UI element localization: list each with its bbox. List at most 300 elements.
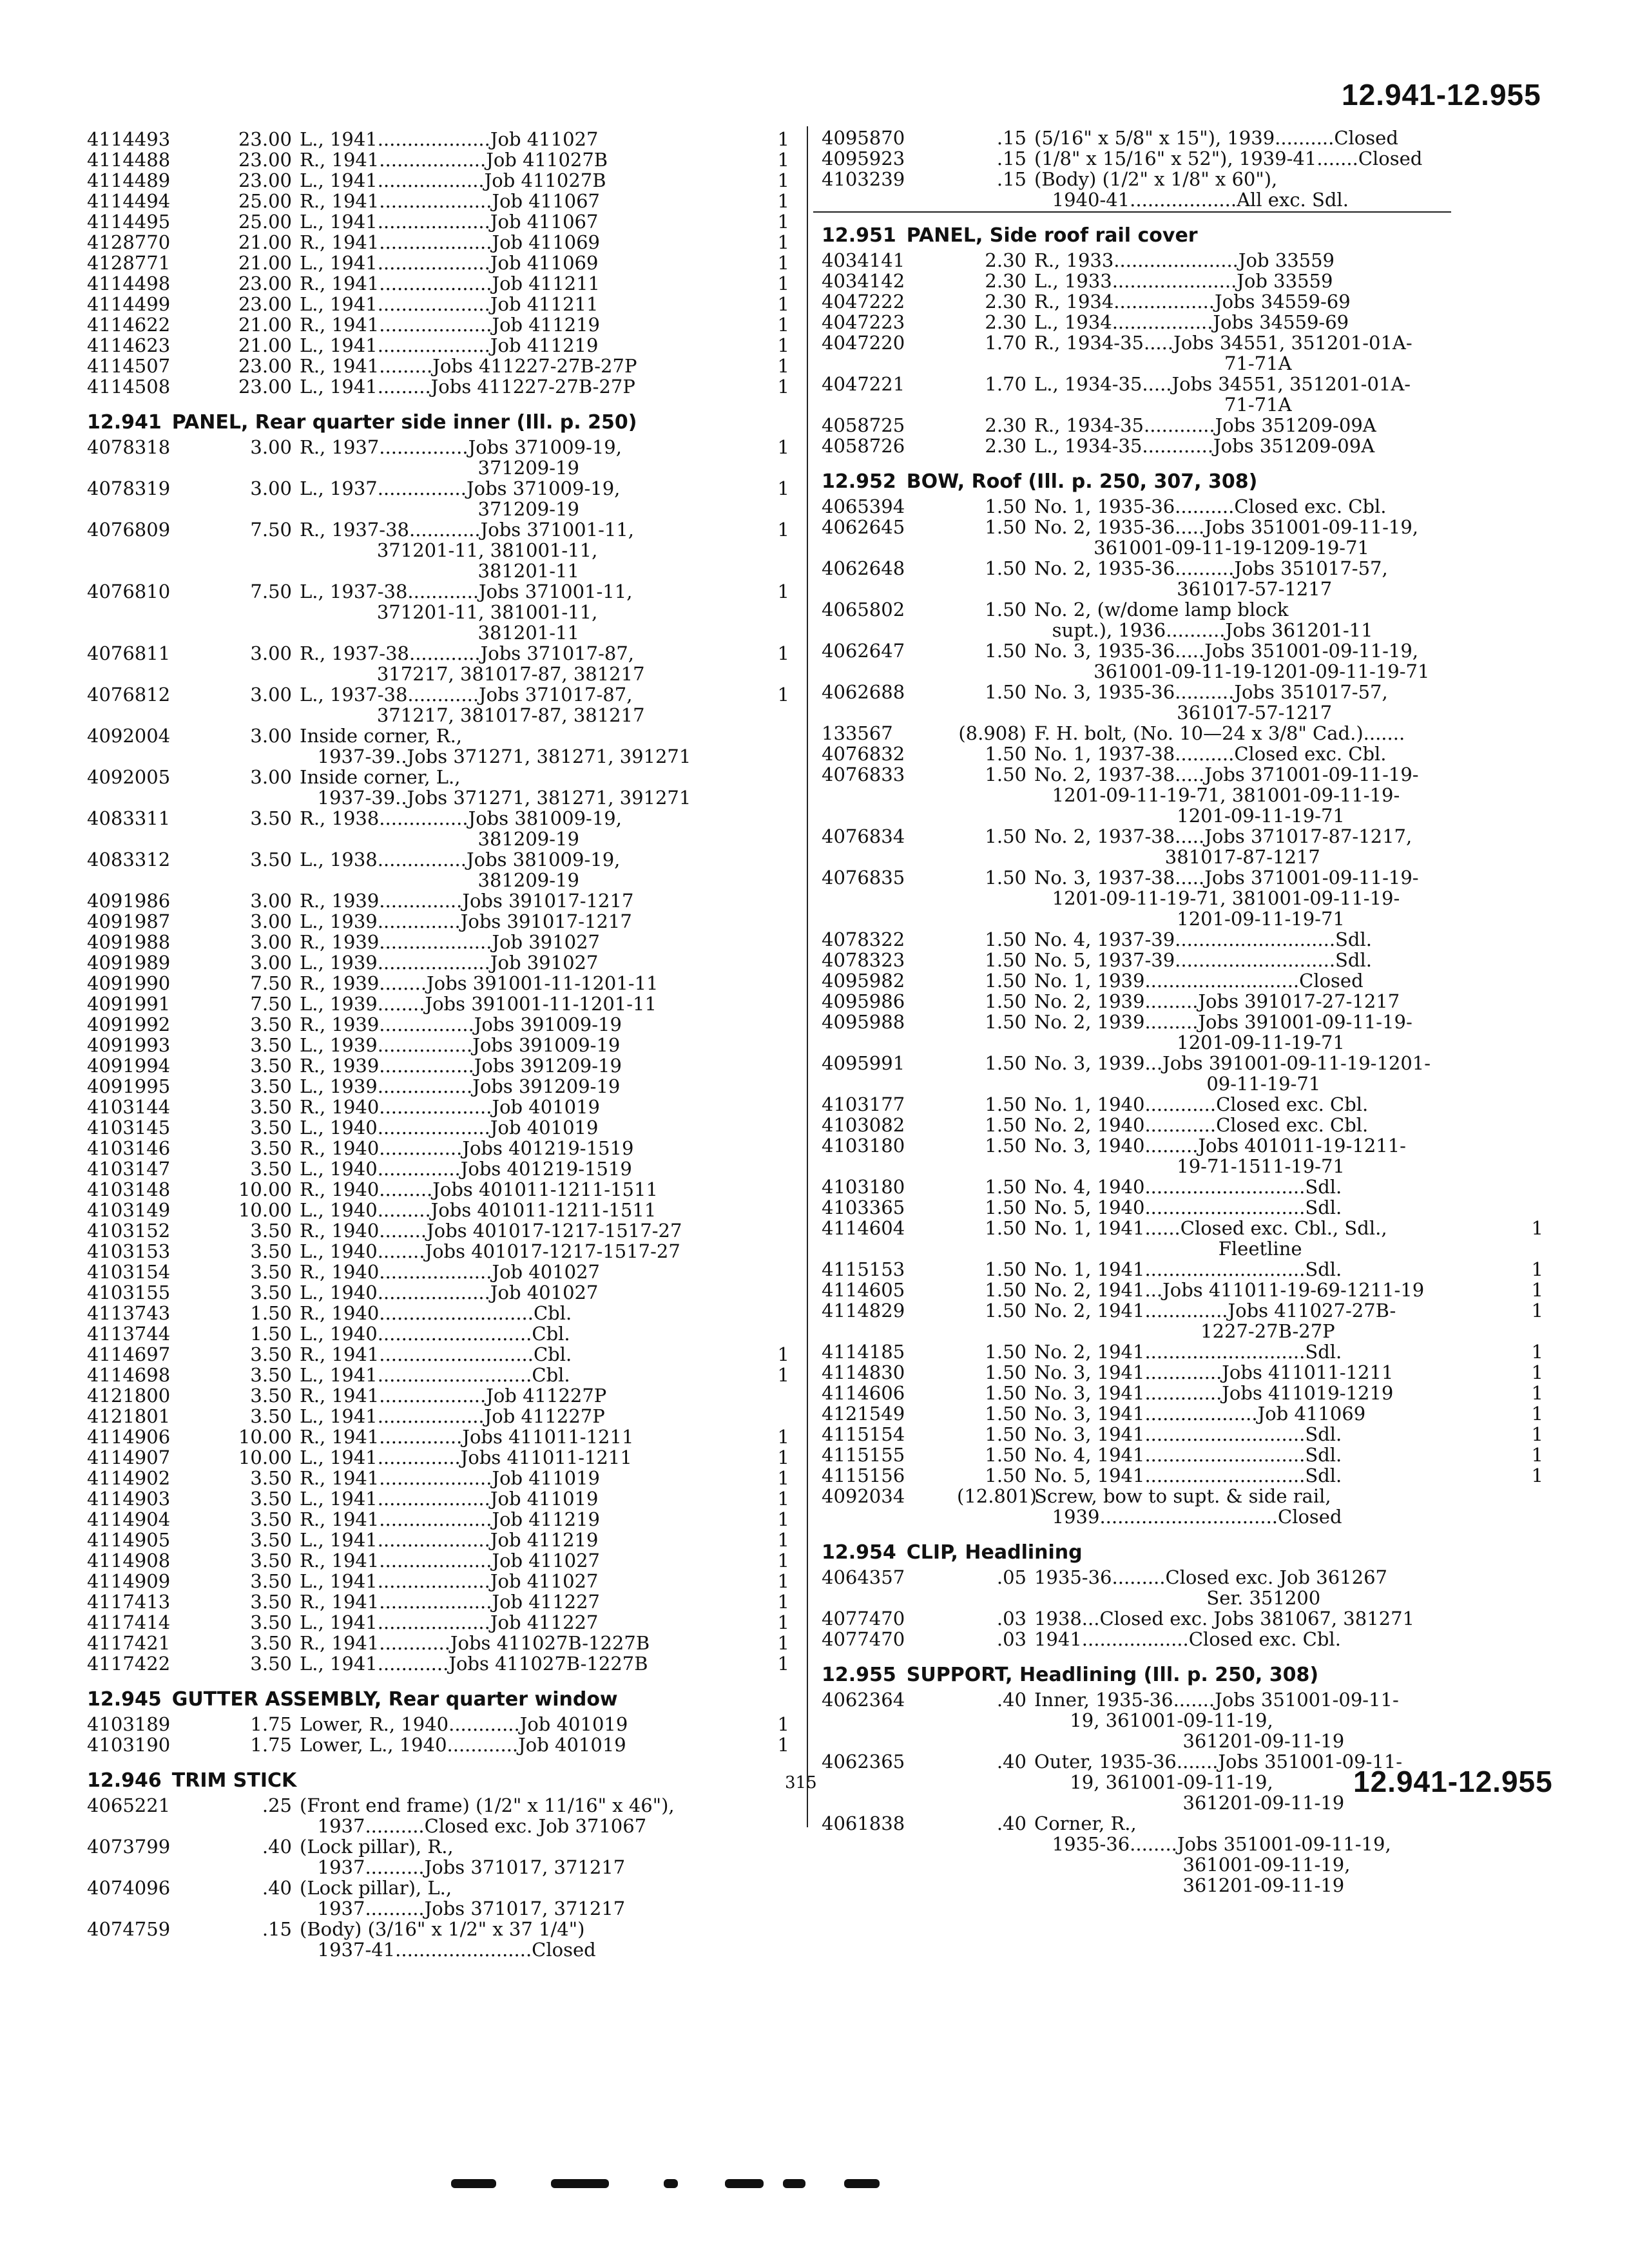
quantity	[1505, 744, 1543, 764]
description: No. 2, 1940............Closed exc. Cbl.	[1034, 1114, 1369, 1136]
description: 1941..................Closed exc. Cbl.	[1034, 1628, 1341, 1650]
section-heading	[822, 1541, 1543, 1564]
description: No. 1, 1941...........................Sdl.	[1034, 1258, 1342, 1280]
part-entry	[822, 1115, 1543, 1135]
part-number: 4114185	[822, 1341, 905, 1363]
description: L., 1941...................Job 411219	[300, 334, 599, 356]
part-entry	[87, 129, 789, 149]
quantity	[751, 1220, 789, 1241]
part-entry	[822, 312, 1543, 332]
part-entry	[87, 1714, 789, 1735]
description: L., 1933.....................Job 33559	[1034, 270, 1333, 292]
part-number: 4103180	[822, 1176, 905, 1198]
quantity	[1505, 640, 1543, 682]
part-entry	[822, 1197, 1543, 1218]
price: 3.00	[250, 477, 292, 499]
part-entry	[87, 932, 789, 952]
price: 3.50	[250, 1611, 292, 1633]
part-number: 4128770	[87, 231, 171, 253]
section-number: 12.941	[87, 411, 162, 434]
part-entry	[822, 1813, 1543, 1896]
part-number: 4117413	[87, 1591, 171, 1613]
description: R., 1940..........................Cbl.	[300, 1302, 572, 1324]
part-number: 4103149	[87, 1199, 171, 1221]
part-number: 133567	[822, 722, 893, 744]
quantity	[751, 1919, 789, 1960]
scan-mark-1	[451, 2179, 496, 2188]
quantity	[751, 1138, 789, 1158]
part-number: 4077470	[822, 1628, 905, 1650]
description: No. 2, 1941..............Jobs 411027-27B- 1227-27B-27P	[1034, 1300, 1396, 1342]
part-entry	[822, 291, 1543, 312]
quantity: 1	[777, 1529, 789, 1551]
quantity	[1505, 332, 1543, 374]
part-number: 4062645	[822, 516, 905, 538]
quantity: 1	[777, 1611, 789, 1633]
part-number: 4062647	[822, 640, 905, 662]
part-entry	[87, 1158, 789, 1179]
part-number: 4114908	[87, 1550, 171, 1571]
quantity: 1	[777, 684, 789, 706]
quantity	[1505, 826, 1543, 867]
description: R., 1941..........................Cbl.	[300, 1343, 572, 1365]
quantity: 1	[777, 293, 789, 315]
quantity: 1	[777, 1591, 789, 1613]
description: No. 5, 1937-39...........................Sdl.	[1034, 949, 1372, 971]
part-number: 4115155	[822, 1444, 905, 1466]
part-entry	[822, 1567, 1543, 1608]
price: 3.00	[250, 436, 292, 458]
part-number: 4062365	[822, 1751, 905, 1773]
quantity: 1	[777, 642, 789, 664]
section-number: 12.952	[822, 470, 896, 493]
part-entry	[822, 1403, 1543, 1424]
part-entry	[87, 1344, 789, 1365]
part-entry	[822, 1629, 1543, 1649]
part-entry	[87, 1055, 789, 1076]
quantity	[1505, 1012, 1543, 1053]
description: R., 1940...................Job 401027	[300, 1261, 601, 1283]
price: 3.50	[250, 849, 292, 870]
description: No. 2, 1941...Jobs 411011-19-69-1211-19	[1034, 1279, 1425, 1301]
description: No. 3, 1937-38.....Jobs 371001-09-11-19- 1201-09-11-19-71, 381001-09-11-19- 1201-09-11-19-71	[1034, 867, 1419, 930]
price: 3.50	[250, 1385, 292, 1407]
section-title: PANEL, Rear quarter side inner (Ill. p. 250)	[171, 411, 637, 434]
description: L., 1938...............Jobs 381009-19, 381209-19	[300, 849, 621, 891]
price: 1.50	[985, 1011, 1027, 1033]
description: No. 3, 1935-36..........Jobs 351017-57, 361017-57-1217	[1034, 681, 1388, 724]
price: 3.50	[250, 1364, 292, 1386]
price: 23.00	[238, 169, 292, 191]
description: L., 1940..........................Cbl.	[300, 1323, 570, 1345]
part-entry	[87, 849, 789, 890]
description: No. 1, 1935-36..........Closed exc. Cbl.	[1034, 495, 1387, 517]
quantity: 1	[777, 1713, 789, 1735]
part-entry	[87, 1591, 789, 1612]
quantity: 1	[777, 231, 789, 253]
part-number: 4078319	[87, 477, 171, 499]
section-number: 12.955	[822, 1664, 896, 1686]
price: 3.00	[250, 910, 292, 932]
description: No. 1, 1940............Closed exc. Cbl.	[1034, 1093, 1369, 1115]
section-heading	[87, 411, 789, 434]
part-entry	[87, 952, 789, 973]
quantity: 1	[1531, 1217, 1543, 1239]
part-number: 4058726	[822, 435, 905, 457]
price: 1.50	[985, 825, 1027, 847]
part-entry	[87, 335, 789, 356]
description: L., 1941...................Job 411227	[300, 1611, 599, 1633]
description: (Lock pillar), L., 1937..........Jobs 371017, 371217	[300, 1877, 626, 1919]
part-number: 4117421	[87, 1632, 171, 1654]
part-number: 4121800	[87, 1385, 171, 1407]
quantity	[1505, 271, 1543, 291]
part-number: 4114604	[822, 1217, 905, 1239]
part-entry	[87, 767, 789, 808]
header-range: 12.941-12.955	[1342, 78, 1541, 111]
price: .15	[996, 127, 1027, 149]
price: 3.50	[250, 1282, 292, 1303]
description: No. 2, 1941...........................Sdl.	[1034, 1341, 1342, 1363]
part-entry	[822, 1012, 1543, 1053]
description: (5/16" x 5/8" x 15"), 1939..........Closed	[1034, 127, 1398, 149]
part-number: 4078318	[87, 436, 171, 458]
part-entry	[822, 950, 1543, 970]
scan-mark-6	[844, 2179, 880, 2188]
quantity: 1	[777, 1467, 789, 1489]
quantity: 1	[777, 1343, 789, 1365]
price: 1.75	[250, 1713, 292, 1735]
price: 1.50	[985, 1361, 1027, 1383]
part-number: 4076834	[822, 825, 905, 847]
price: 1.50	[985, 1403, 1027, 1425]
part-number: 4114905	[87, 1529, 171, 1551]
quantity	[1505, 1689, 1543, 1751]
part-number: 4083312	[87, 849, 171, 870]
part-entry	[87, 911, 789, 932]
quantity	[751, 952, 789, 973]
description: No. 3, 1939...Jobs 391001-09-11-19-1201- 09-11-19-71	[1034, 1052, 1431, 1095]
quantity	[1505, 128, 1543, 148]
description: R., 1939................Jobs 391009-19	[300, 1014, 622, 1035]
quantity	[751, 1303, 789, 1323]
part-number: 4095870	[822, 127, 905, 149]
price: 3.50	[250, 1632, 292, 1654]
part-number: 4103144	[87, 1096, 171, 1118]
part-number: 4064357	[822, 1566, 905, 1588]
description: R., 1937...............Jobs 371009-19, 371209-19	[300, 436, 622, 479]
part-entry	[822, 1383, 1543, 1403]
part-number: 4092005	[87, 766, 171, 788]
section-number: 12.945	[87, 1688, 162, 1711]
price: 1.50	[985, 1052, 1027, 1074]
quantity	[751, 1795, 789, 1836]
part-entry	[822, 599, 1543, 640]
quantity	[1505, 764, 1543, 826]
part-number: 4076832	[822, 743, 905, 765]
quantity	[1505, 723, 1543, 744]
description: R., 1940..............Jobs 401219-1519	[300, 1137, 634, 1159]
price: 2.30	[985, 249, 1027, 271]
part-entry	[87, 1530, 789, 1550]
section-heading	[87, 1769, 789, 1792]
description: No. 3, 1940.........Jobs 401011-19-1211- 19-71-1511-19-71	[1034, 1135, 1406, 1177]
price: 25.00	[238, 211, 292, 233]
quantity	[1505, 558, 1543, 599]
part-number: 4121801	[87, 1405, 171, 1427]
price: 3.50	[250, 1570, 292, 1592]
quantity	[751, 1878, 789, 1919]
part-number: 4074096	[87, 1877, 171, 1899]
part-number: 4076809	[87, 519, 171, 541]
part-number: 4062364	[822, 1689, 905, 1711]
scan-mark-4	[725, 2179, 764, 2188]
part-entry	[87, 1035, 789, 1055]
part-number: 4034141	[822, 249, 905, 271]
part-number: 4103146	[87, 1137, 171, 1159]
part-number: 4047223	[822, 311, 905, 333]
part-number: 4103180	[822, 1135, 905, 1157]
quantity	[1505, 970, 1543, 991]
right-column	[822, 128, 1543, 1896]
part-entry	[87, 581, 789, 643]
quantity	[751, 1200, 789, 1220]
description: (Front end frame) (1/2" x 11/16" x 46"), 1937..........Closed exc. Job 371067	[300, 1794, 675, 1837]
part-number: 4091994	[87, 1055, 171, 1077]
part-entry	[87, 1241, 789, 1262]
part-entry	[87, 684, 789, 726]
part-entry	[822, 1259, 1543, 1280]
description: R., 1941...................Job 411219	[300, 1508, 601, 1530]
description: L., 1940...................Job 401019	[300, 1117, 599, 1139]
part-entry	[822, 517, 1543, 558]
price: 2.30	[985, 414, 1027, 436]
quantity	[1505, 374, 1543, 415]
part-number: 4117414	[87, 1611, 171, 1633]
quantity: 1	[777, 334, 789, 356]
price: 21.00	[238, 334, 292, 356]
description: L., 1939...................Job 391027	[300, 952, 599, 974]
part-number: 4114507	[87, 355, 171, 377]
description: R., 1939................Jobs 391209-19	[300, 1055, 622, 1077]
quantity	[751, 849, 789, 890]
description: L., 1941...................Job 411069	[300, 252, 599, 274]
part-number: 4095923	[822, 148, 905, 169]
description: R., 1938...............Jobs 381009-19, 381209-19	[300, 807, 622, 850]
description: L., 1939........Jobs 391001-11-1201-11	[300, 993, 657, 1015]
quantity: 1	[777, 1653, 789, 1675]
part-entry	[87, 1406, 789, 1427]
quantity	[1505, 991, 1543, 1012]
quantity	[751, 726, 789, 767]
description: 1935-36.........Closed exc. Job 361267 Ser. 351200	[1034, 1566, 1387, 1609]
part-number: 4077470	[822, 1608, 905, 1629]
part-entry	[87, 1014, 789, 1035]
part-entry	[87, 1795, 789, 1836]
part-number: 4091989	[87, 952, 171, 974]
part-number: 4078323	[822, 949, 905, 971]
description: R., 1941..................Job 411027B	[300, 149, 608, 171]
part-entry	[87, 149, 789, 170]
price: .15	[996, 168, 1027, 190]
quantity	[751, 1014, 789, 1035]
column-divider	[807, 126, 808, 1827]
price: 1.50	[985, 743, 1027, 765]
price: 1.70	[985, 332, 1027, 354]
part-entry	[822, 128, 1543, 148]
quantity	[751, 1406, 789, 1427]
part-number: 4114902	[87, 1467, 171, 1489]
part-entry	[87, 726, 789, 767]
description: L., 1941..........................Cbl.	[300, 1364, 570, 1386]
quantity	[1505, 1608, 1543, 1629]
price: 1.50	[985, 949, 1027, 971]
quantity	[1505, 250, 1543, 271]
price: 1.50	[985, 867, 1027, 889]
part-number: 4091987	[87, 910, 171, 932]
part-number: 4114498	[87, 273, 171, 294]
quantity	[1505, 1486, 1543, 1527]
quantity	[751, 1179, 789, 1200]
quantity	[1505, 599, 1543, 640]
description: No. 2, 1935-36.....Jobs 351001-09-11-19, 361001-09-11-19-1209-19-71	[1034, 516, 1419, 559]
part-entry	[822, 929, 1543, 950]
part-number: 4095988	[822, 1011, 905, 1033]
description: L., 1937-38............Jobs 371001-11, 371201-11, 381001-11, 381201-11	[300, 581, 633, 644]
description: L., 1941..................Job 411227P	[300, 1405, 605, 1427]
quantity	[751, 767, 789, 808]
quantity: 1	[777, 169, 789, 191]
price: 3.50	[250, 1220, 292, 1242]
description: Outer, 1935-36.......Jobs 351001-09-11- 19, 361001-09-11-19, 361201-09-11-19	[1034, 1751, 1403, 1814]
price: 3.00	[250, 725, 292, 747]
description: R., 1940.........Jobs 401011-1211-1511	[300, 1178, 658, 1200]
price: 23.00	[238, 273, 292, 294]
price: 23.00	[238, 128, 292, 150]
part-entry	[87, 1550, 789, 1571]
price: 3.50	[250, 1117, 292, 1139]
description: No. 1, 1937-38..........Closed exc. Cbl.	[1034, 743, 1387, 765]
quantity: 1	[1531, 1465, 1543, 1486]
description: No. 1, 1941......Closed exc. Cbl., Sdl., Fleetline	[1034, 1217, 1387, 1260]
description: Lower, R., 1940............Job 401019	[300, 1713, 628, 1735]
part-number: 4073799	[87, 1836, 171, 1858]
part-entry	[822, 1341, 1543, 1362]
part-entry	[822, 640, 1543, 682]
quantity: 1	[777, 376, 789, 398]
price: 3.50	[250, 1508, 292, 1530]
part-entry	[87, 643, 789, 684]
part-number: 4115153	[822, 1258, 905, 1280]
part-entry	[822, 826, 1543, 867]
quantity	[1505, 867, 1543, 929]
price: 1.50	[985, 1382, 1027, 1404]
part-entry	[822, 332, 1543, 374]
price: 7.50	[250, 993, 292, 1015]
part-number: 4115154	[822, 1423, 905, 1445]
price: 1.50	[985, 1196, 1027, 1218]
part-number: 4092004	[87, 725, 171, 747]
section-title: BOW, Roof (Ill. p. 250, 307, 308)	[906, 470, 1258, 493]
part-number: 4103239	[822, 168, 905, 190]
part-entry	[822, 1177, 1543, 1197]
part-entry	[87, 519, 789, 581]
quantity	[751, 932, 789, 952]
part-number: 4091995	[87, 1075, 171, 1097]
price: 1.50	[985, 1093, 1027, 1115]
part-number: 4078322	[822, 928, 905, 950]
part-number: 4121549	[822, 1403, 905, 1425]
price: 3.50	[250, 1488, 292, 1510]
part-number: 4114493	[87, 128, 171, 150]
description: F. H. bolt, (No. 10—24 x 3/8" Cad.).......	[1034, 722, 1405, 744]
description: No. 3, 1935-36.....Jobs 351001-09-11-19, 361001-09-11-19-1201-09-11-19-71	[1034, 640, 1430, 682]
description: No. 4, 1940...........................Sdl.	[1034, 1176, 1342, 1198]
price: 1.75	[250, 1734, 292, 1756]
price: 3.50	[250, 807, 292, 829]
part-entry	[87, 1262, 789, 1282]
section-title: SUPPORT, Headlining (Ill. p. 250, 308)	[906, 1664, 1319, 1686]
quantity: 1	[777, 1550, 789, 1571]
part-entry	[87, 1612, 789, 1633]
quantity	[751, 1117, 789, 1138]
description: (Body) (3/16" x 1/2" x 37 1/4") 1937-41.......................Closed	[300, 1918, 596, 1961]
description: R., 1941.........Jobs 411227-27B-27P	[300, 355, 637, 377]
description: R., 1941...................Job 411069	[300, 231, 601, 253]
part-number: 4114622	[87, 314, 171, 336]
left-column	[87, 129, 789, 1960]
part-entry	[87, 314, 789, 335]
quantity: 1	[777, 1364, 789, 1386]
part-number: 4114698	[87, 1364, 171, 1386]
quantity	[751, 1262, 789, 1282]
part-entry	[87, 1365, 789, 1385]
description: R., 1937-38............Jobs 371017-87, 317217, 381017-87, 381217	[300, 642, 645, 685]
price: .40	[262, 1877, 292, 1899]
price: 1.50	[985, 1258, 1027, 1280]
part-entry	[822, 682, 1543, 723]
quantity	[751, 1158, 789, 1179]
part-number: 4047220	[822, 332, 905, 354]
description: (Lock pillar), R., 1937..........Jobs 371017, 371217	[300, 1836, 626, 1878]
part-number: 4062688	[822, 681, 905, 703]
part-number: 4076811	[87, 642, 171, 664]
description: Corner, R., 1935-36........Jobs 351001-09-11-19, 361001-09-11-19, 361201-09-11-19	[1034, 1812, 1391, 1896]
price: 3.50	[250, 1550, 292, 1571]
price: 1.50	[985, 1279, 1027, 1301]
part-number: 4114623	[87, 334, 171, 356]
description: No. 3, 1941...................Job 411069	[1034, 1403, 1366, 1425]
quantity	[1505, 1115, 1543, 1135]
part-number: 4076812	[87, 684, 171, 706]
quantity: 1	[777, 273, 789, 294]
price: 2.30	[985, 291, 1027, 312]
price: 21.00	[238, 314, 292, 336]
description: R., 1941...................Job 411219	[300, 314, 601, 336]
part-number: 4114904	[87, 1508, 171, 1530]
description: R., 1937-38............Jobs 371001-11, 371201-11, 381001-11, 381201-11	[300, 519, 634, 582]
part-entry	[87, 1488, 789, 1509]
part-entry	[822, 1486, 1543, 1527]
part-entry	[822, 1053, 1543, 1094]
description: (1/8" x 15/16" x 52"), 1939-41.......Closed	[1034, 148, 1423, 169]
part-entry	[822, 1094, 1543, 1115]
part-number: 4103082	[822, 1114, 905, 1136]
part-number: 4113744	[87, 1323, 171, 1345]
price: .40	[996, 1751, 1027, 1773]
quantity: 1	[777, 211, 789, 233]
part-entry	[87, 1138, 789, 1158]
